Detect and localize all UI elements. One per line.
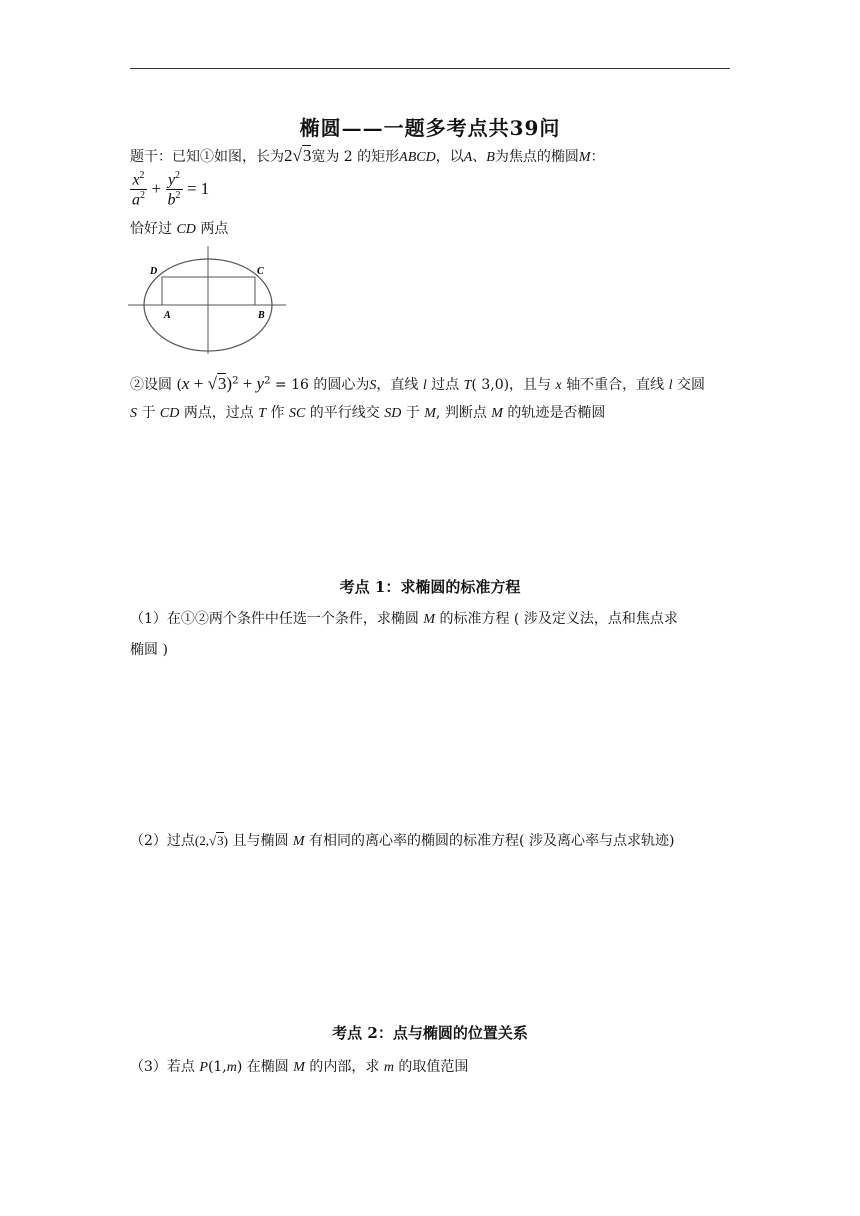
stem-line-3: 恰好过 CD 两点 [130,221,229,237]
label-a: A [164,310,171,321]
length-expression: 2√3 [284,146,312,165]
page-title: 椭圆——一题多考点共39问 [299,116,561,140]
question-3: （3）若点 P(1,m) 在椭圆 M 的内部，求 m 的取值范围 [130,1059,469,1075]
label-c: C [257,266,264,277]
condition2-line-2: S 于 CD 两点，过点 T 作 SC 的平行线交 SD 于 M, 判断点 M 的轨迹是否椭圆 [130,405,606,421]
condition2-line-1: ②设圆 $(x + √3)^2 + y^2 = 16$ 的圆心为S，直线 l 过点 T( 3,0)，且与 x 轴不重合，直线 l 交圆 [130,374,705,393]
header-rule [130,68,730,69]
section2-heading: 考点 2：点与椭圆的位置关系 [332,1024,528,1042]
label-b: B [258,310,265,321]
section1-heading: 考点 1：求椭圆的标准方程 [339,578,521,596]
label-d: D [150,266,158,277]
question-1: （1）在①②两个条件中任选一个条件，求椭圆 M 的标准方程 ( 涉及定义法，点和焦点求 椭圆 ) [130,611,678,658]
ellipse-equation: $\frac{x^2}{a^2}$ + $\frac{y^2}{b^2}$ = 1 [132,170,210,209]
ellipse-figure [126,244,290,356]
question-2: （2）过点(2,√3) 且与椭圆 M 有相同的离心率的椭圆的标准方程( 涉及离心率与点求轨迹) [130,833,675,849]
stem-line-1: 题干：已知①如图，长为2√3宽为 2 的矩形ABCD，以A、B为焦点的椭圆M： [130,146,605,165]
